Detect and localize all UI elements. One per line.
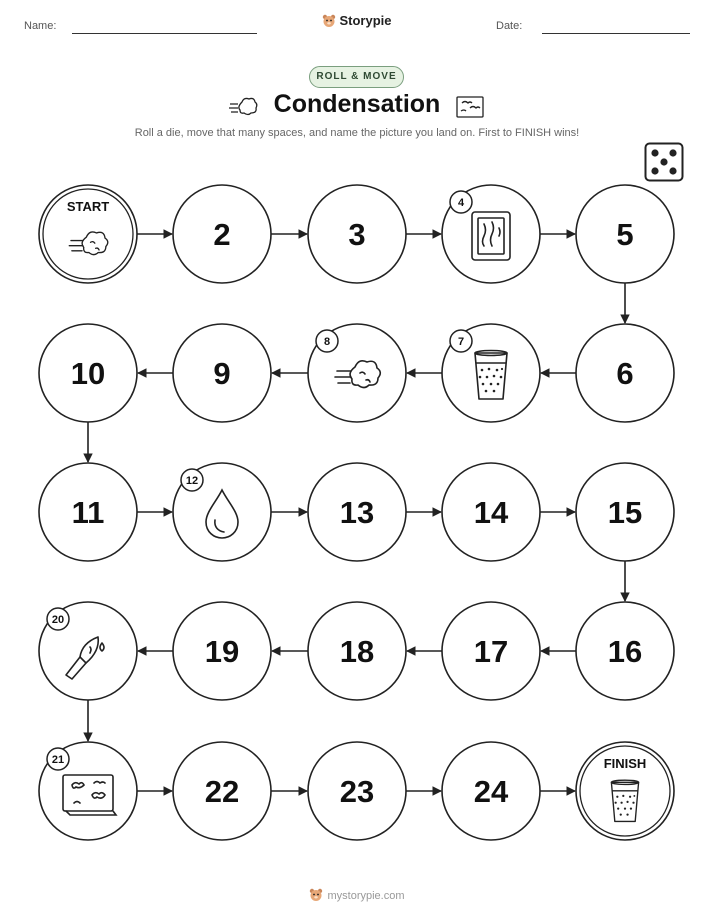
board-space[interactable] [576, 463, 674, 561]
board-space[interactable] [173, 185, 271, 283]
space-number: 22 [204, 774, 240, 809]
space-number: 17 [473, 634, 509, 669]
activity-badge: ROLL & MOVE [309, 66, 404, 88]
footer [0, 888, 714, 905]
space-number: 10 [70, 356, 106, 391]
board-space[interactable] [442, 602, 540, 700]
space-number: 15 [607, 495, 643, 530]
space-number: 23 [339, 774, 375, 809]
space-number: 7 [457, 336, 465, 348]
space-number: 14 [473, 495, 509, 530]
space-number: 9 [213, 356, 231, 391]
space-number: 5 [616, 217, 634, 252]
brand-name: Storypie [339, 13, 392, 28]
name-label: Name: [24, 20, 57, 32]
space-number: 18 [339, 634, 375, 669]
space-number: 24 [473, 774, 509, 809]
board-space[interactable] [576, 185, 674, 283]
date-label: Date: [496, 20, 523, 32]
space-number: 8 [323, 336, 331, 348]
board-space[interactable] [308, 602, 406, 700]
finish-label: FINISH [603, 756, 647, 771]
board-space[interactable] [173, 463, 271, 561]
start-space[interactable] [39, 185, 137, 283]
board-space[interactable] [576, 324, 674, 422]
start-label: START [66, 199, 110, 214]
space-number: 12 [185, 475, 199, 487]
board-space[interactable] [173, 324, 271, 422]
board-space[interactable] [39, 324, 137, 422]
page-title: Condensation [273, 90, 441, 118]
space-number: 11 [71, 495, 105, 530]
board-space[interactable] [39, 602, 137, 700]
board-space[interactable] [308, 742, 406, 840]
board-space[interactable] [39, 463, 137, 561]
board-space[interactable] [442, 185, 540, 283]
space-number: 20 [51, 614, 65, 626]
space-number: 16 [607, 634, 643, 669]
space-number: 21 [51, 754, 65, 766]
board-space[interactable] [442, 463, 540, 561]
space-number: 4 [457, 197, 465, 209]
space-number: 3 [348, 217, 366, 252]
board-space[interactable] [173, 602, 271, 700]
bear-logo-icon [309, 888, 323, 905]
space-number: 2 [213, 217, 231, 252]
space-number: 13 [339, 495, 375, 530]
finish-space[interactable] [576, 742, 674, 840]
footer-url: mystorypie.com [327, 890, 405, 902]
instructions: Roll a die, move that many spaces, and name the picture you land on. First to FINISH wins! [134, 127, 580, 139]
board-space[interactable] [576, 602, 674, 700]
board-space[interactable] [442, 324, 540, 422]
space-number: 19 [204, 634, 240, 669]
board-space[interactable] [308, 463, 406, 561]
space-number: 6 [616, 356, 634, 391]
board-space[interactable] [39, 742, 137, 840]
board-space[interactable] [308, 324, 406, 422]
board-space[interactable] [308, 185, 406, 283]
board-space[interactable] [173, 742, 271, 840]
board-space[interactable] [442, 742, 540, 840]
